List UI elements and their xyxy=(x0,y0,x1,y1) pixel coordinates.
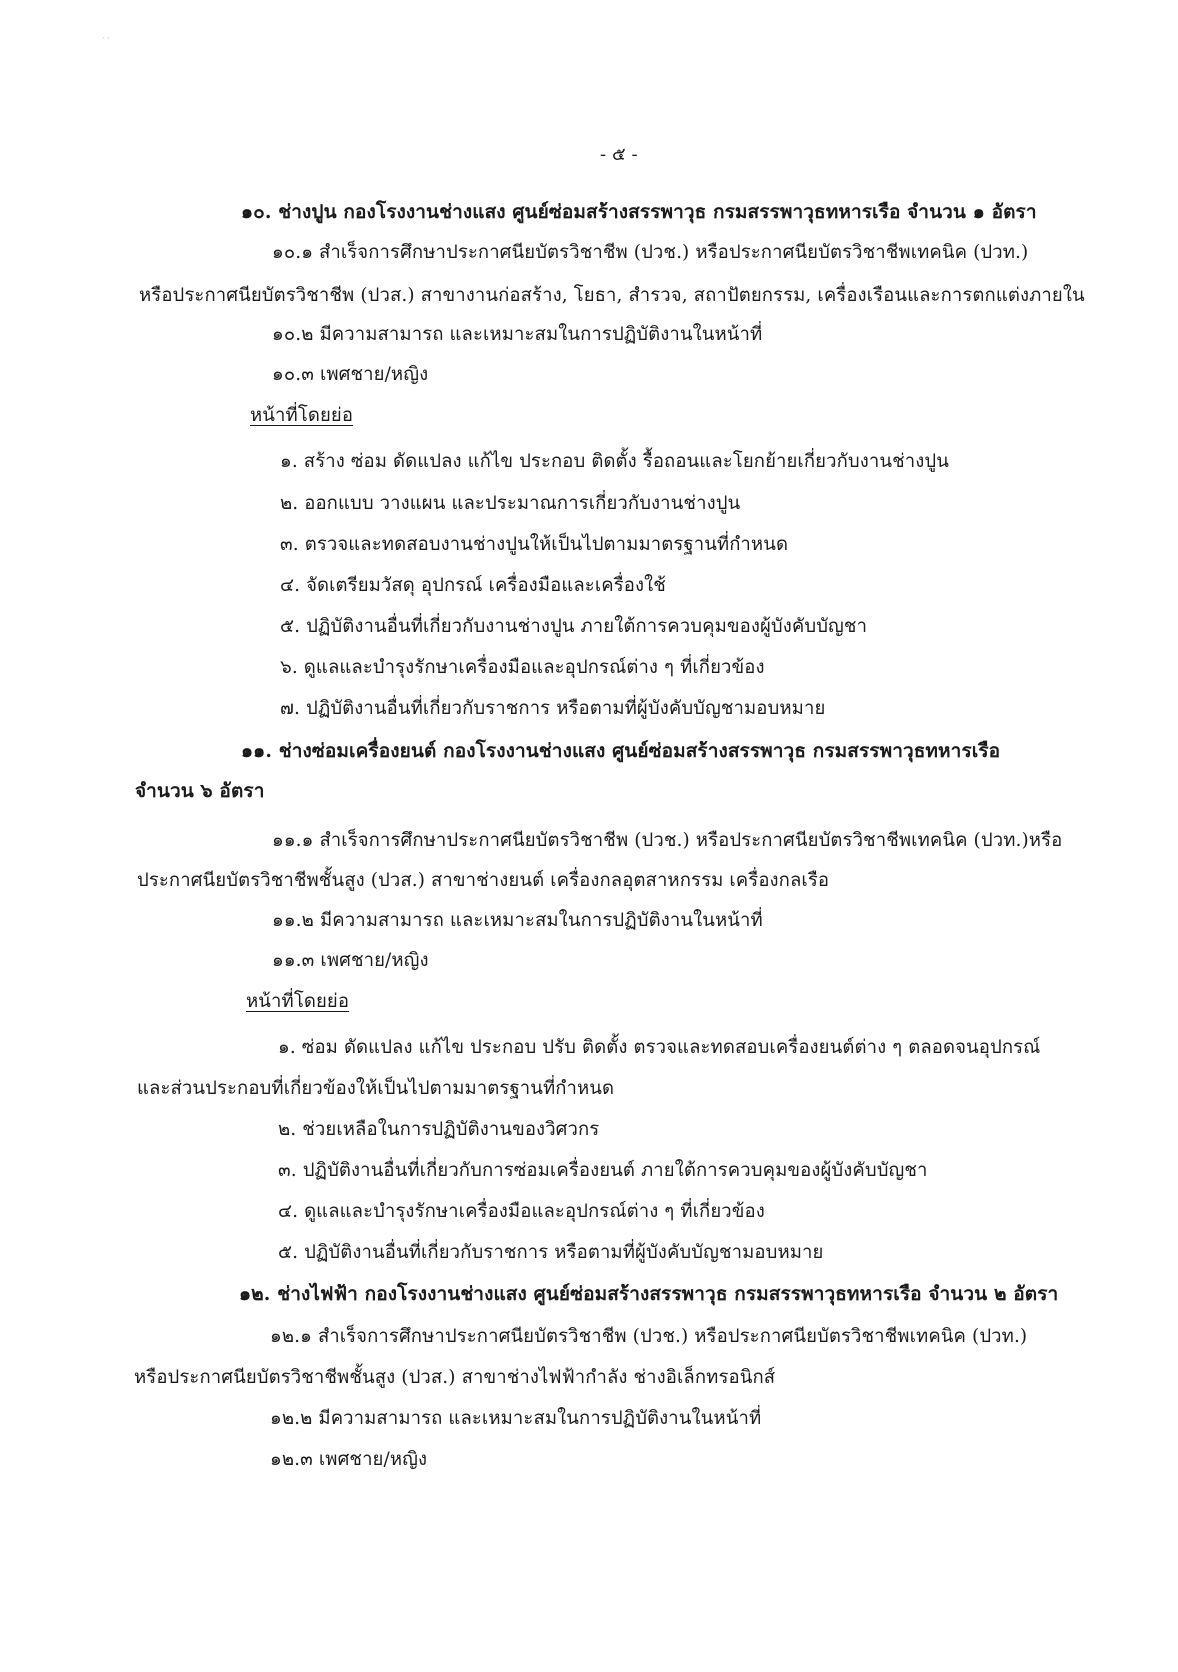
section-10-duty-6: ๖. ดูแลและบำรุงรักษาเครื่องมือและอุปกรณ์ต่าง ๆ ที่เกี่ยวข้อง xyxy=(280,657,765,678)
section-11-qualification-3: ๑๑.๓ เพศชาย/หญิง xyxy=(272,950,429,971)
section-11-heading-cont: จำนวน ๖ อัตรา xyxy=(135,780,265,802)
section-11-qualification-2: ๑๑.๒ มีความสามารถ และเหมาะสมในการปฏิบัติงานในหน้าที่ xyxy=(272,910,763,931)
section-12-qualification-1-cont: หรือประกาศนียบัตรวิชาชีพชั้นสูง (ปวส.) สาขาช่างไฟฟ้ากำลัง ช่างอิเล็กทรอนิกส์ xyxy=(134,1367,776,1388)
section-10-duty-4: ๔. จัดเตรียมวัสดุ อุปกรณ์ เครื่องมือและเครื่องใช้ xyxy=(280,575,666,596)
section-10-qualification-1-cont: หรือประกาศนียบัตรวิชาชีพ (ปวส.) สาขางานก่อสร้าง, โยธา, สำรวจ, สถาปัตยกรรม, เครื่องเรือนและการตกแต่งภายใน xyxy=(139,285,1085,306)
section-11-duty-2: ๒. ช่วยเหลือในการปฏิบัติงานของวิศวกร xyxy=(278,1119,600,1140)
section-11-qualification-1: ๑๑.๑ สำเร็จการศึกษาประกาศนียบัตรวิชาชีพ (ปวช.) หรือประกาศนียบัตรวิชาชีพเทคนิค (ปวท.)หรือ xyxy=(272,830,1063,851)
section-10-qualification-3: ๑๐.๓ เพศชาย/หญิง xyxy=(272,364,429,385)
section-10-duties-label: หน้าที่โดยย่อ xyxy=(250,405,354,426)
scan-mark: · · xyxy=(102,34,110,43)
page-number: - ๕ - xyxy=(600,144,638,165)
section-11-duty-5: ๕. ปฏิบัติงานอื่นที่เกี่ยวกับราชการ หรือตามที่ผู้บังคับบัญชามอบหมาย xyxy=(278,1242,824,1263)
section-11-heading: ๑๑. ช่างซ่อมเครื่องยนต์ กองโรงงานช่างแสง ศูนย์ซ่อมสร้างสรรพาวุธ กรมสรรพาวุธทหารเรือ xyxy=(241,740,1001,762)
section-10-duty-7: ๗. ปฏิบัติงานอื่นที่เกี่ยวกับราชการ หรือตามที่ผู้บังคับบัญชามอบหมาย xyxy=(280,698,826,719)
section-11-duty-1-cont: และส่วนประกอบที่เกี่ยวข้องให้เป็นไปตามมาตรฐานที่กำหนด xyxy=(137,1078,615,1099)
section-12-qualification-2: ๑๒.๒ มีความสามารถ และเหมาะสมในการปฏิบัติงานในหน้าที่ xyxy=(270,1408,762,1429)
section-11-duty-1: ๑. ซ่อม ดัดแปลง แก้ไข ประกอบ ปรับ ติดตั้ง ตรวจและทดสอบเครื่องยนต์ต่าง ๆ ตลอดจนอุปกรณ์ xyxy=(278,1037,1041,1058)
section-10-duty-1: ๑. สร้าง ซ่อม ดัดแปลง แก้ไข ประกอบ ติดตั้ง รื้อถอนและโยกย้ายเกี่ยวกับงานช่างปูน xyxy=(280,451,949,472)
section-10-heading: ๑๐. ช่างปูน กองโรงงานช่างแสง ศูนย์ซ่อมสร้างสรรพาวุธ กรมสรรพาวุธทหารเรือ จำนวน ๑ อัตรา xyxy=(241,201,1037,223)
section-10-duty-3: ๓. ตรวจและทดสอบงานช่างปูนให้เป็นไปตามมาตรฐานที่กำหนด xyxy=(280,534,789,555)
section-11-duties-label: หน้าที่โดยย่อ xyxy=(246,991,350,1012)
section-10-qualification-2: ๑๐.๒ มีความสามารถ และเหมาะสมในการปฏิบัติงานในหน้าที่ xyxy=(272,324,763,345)
section-11-duty-4: ๔. ดูแลและบำรุงรักษาเครื่องมือและอุปกรณ์ต่าง ๆ ที่เกี่ยวข้อง xyxy=(278,1201,765,1222)
section-10-duty-5: ๕. ปฏิบัติงานอื่นที่เกี่ยวกับงานช่างปูน ภายใต้การควบคุมของผู้บังคับบัญชา xyxy=(280,616,868,637)
section-10-qualification-1: ๑๐.๑ สำเร็จการศึกษาประกาศนียบัตรวิชาชีพ (ปวช.) หรือประกาศนียบัตรวิชาชีพเทคนิค (ปวท.) xyxy=(272,242,1029,263)
section-12-heading: ๑๒. ช่างไฟฟ้า กองโรงงานช่างแสง ศูนย์ซ่อมสร้างสรรพาวุธ กรมสรรพาวุธทหารเรือ จำนวน ๒ อัตรา xyxy=(239,1283,1059,1305)
section-10-duty-2: ๒. ออกแบบ วางแผน และประมาณการเกี่ยวกับงานช่างปูน xyxy=(280,493,741,514)
section-11-qualification-1-cont: ประกาศนียบัตรวิชาชีพชั้นสูง (ปวส.) สาขาช่างยนต์ เครื่องกลอุตสาหกรรม เครื่องกลเรือ xyxy=(137,870,830,891)
section-12-qualification-3: ๑๒.๓ เพศชาย/หญิง xyxy=(270,1449,428,1470)
section-11-duty-3: ๓. ปฏิบัติงานอื่นที่เกี่ยวกับการซ่อมเครื่องยนต์ ภายใต้การควบคุมของผู้บังคับบัญชา xyxy=(278,1160,928,1181)
section-12-qualification-1: ๑๒.๑ สำเร็จการศึกษาประกาศนียบัตรวิชาชีพ (ปวช.) หรือประกาศนียบัตรวิชาชีพเทคนิค (ปวท.) xyxy=(270,1326,1028,1347)
